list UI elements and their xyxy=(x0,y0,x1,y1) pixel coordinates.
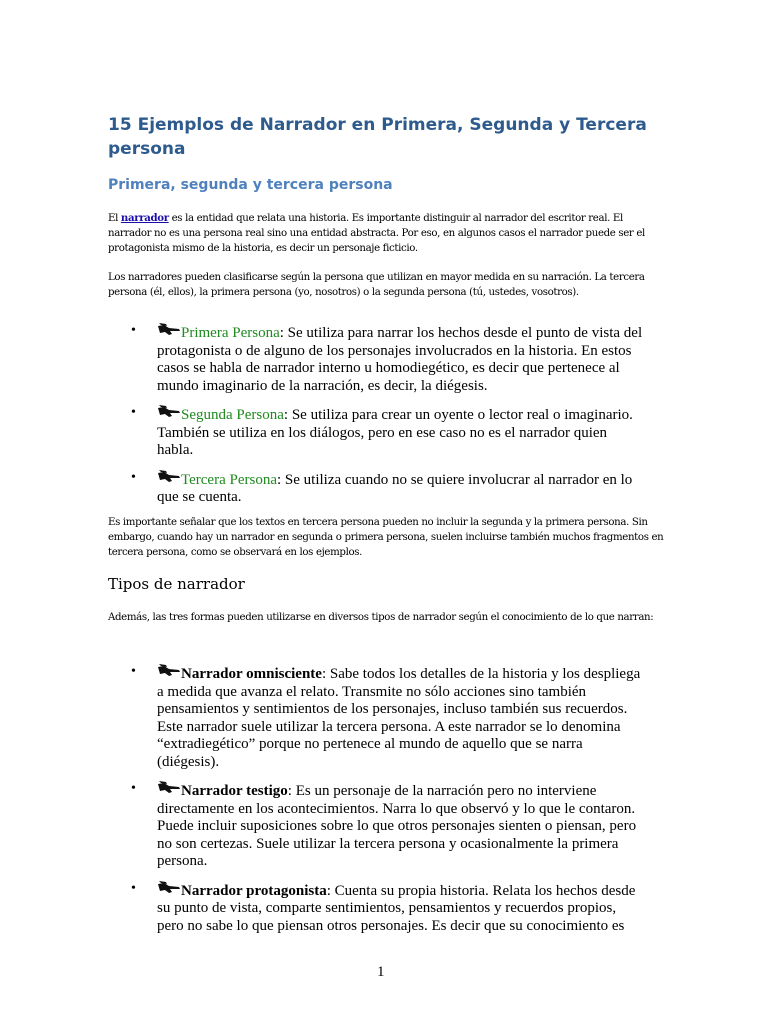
term-narrador-protagonista: Narrador protagonista xyxy=(181,882,327,899)
narrador-link[interactable]: narrador xyxy=(120,212,169,224)
note-paragraph: Es importante señalar que los textos en tercera persona pueden no incluir la segunda y la primera persona. Sin embargo, cuando hay un narrador en segunda o primera persona, suelen incluirse también muchos fragmentos en tercera persona, como se observará en los ejemplos. xyxy=(108,517,664,558)
term-tercera-persona: Tercera Persona xyxy=(181,471,277,488)
term-primera-persona: Primera Persona xyxy=(181,325,280,341)
persons-list xyxy=(0,322,644,516)
list-item xyxy=(0,663,644,771)
page-number: 1 xyxy=(377,964,385,980)
term-description: : Sabe todos los detalles de la historia y los despliega a medida que avanza el relato. Transmite no sólo acciones sino también pensamientos y sentimientos de los personajes, incluso también sus recuerdos. Este narrador suele utilizar la tercera persona. A este narrador se lo denomina “extradiegético” porque no pertenece al mundo de aquello que se narra (diégesis). xyxy=(157,666,641,770)
bullet-dot: • xyxy=(131,323,136,338)
list-item xyxy=(0,780,644,871)
pointing-hand-icon xyxy=(157,880,181,896)
intro-before-link: El xyxy=(108,213,121,224)
intro-paragraph xyxy=(108,211,664,256)
pointing-hand-icon xyxy=(157,780,181,796)
bullet-dot: • xyxy=(131,781,136,796)
pointing-hand-icon xyxy=(157,469,181,485)
list-item xyxy=(0,880,644,936)
section-title-tipos: Tipos de narrador xyxy=(108,575,245,593)
term-segunda-persona: Segunda Persona xyxy=(181,407,284,423)
types-list xyxy=(0,663,644,944)
term-description: : Es un personaje de la narración pero no interviene directamente en los acontecimientos. Narra lo que observó y lo que le contaron. Puede incluir suposiciones sobre lo que otros personajes sienten o piensan, pero no son certezas. Suele utilizar la tercera persona y ocasionalmente la primera persona. xyxy=(157,783,637,869)
term-description: : Se utiliza para narrar los hechos desde el punto de vista del protagonista o de alguno de los personajes involucrados en la historia. En estos casos se habla de narrador interno u homodiegético, es decir que pertenece al mundo imaginario de la narración, es decir, la diégesis. xyxy=(157,325,643,394)
pointing-hand-icon xyxy=(157,322,181,338)
bullet-dot: • xyxy=(131,469,136,485)
section-subtitle: Primera, segunda y tercera persona xyxy=(108,177,393,193)
page-title: 15 Ejemplos de Narrador en Primera, Segunda y Tercera persona xyxy=(108,115,647,159)
bullet-dot: • xyxy=(131,880,136,896)
term-description: : Cuenta su propia historia. Relata los hechos desde su punto de vista, comparte sentimientos, pensamientos y recuerdos propios, pero no sabe lo que piensan otros personajes. Es decir que su conocimiento es xyxy=(157,882,636,934)
list-item xyxy=(0,322,644,395)
intro-after-link: es la entidad que relata una historia. Es importante distinguir al narrador del escritor real. El narrador no es una persona real sino una entidad abstracta. Por eso, en algunos casos el narrador puede ser el protagonista mismo de la historia, es decir un personaje ficticio. xyxy=(108,213,645,254)
list-item xyxy=(0,404,644,460)
term-description: : Se utiliza cuando no se quiere involucrar al narrador en lo que se cuenta. xyxy=(157,471,633,505)
bullet-dot: • xyxy=(131,664,136,679)
pointing-hand-icon xyxy=(157,404,181,420)
types-intro-paragraph: Además, las tres formas pueden utilizarse en diversos tipos de narrador según el conocimiento de lo que narran: xyxy=(108,612,654,623)
term-description: : Se utiliza para crear un oyente o lector real o imaginario. También se utiliza en los diálogos, pero en ese caso no es el narrador quien habla. xyxy=(157,407,633,458)
term-narrador-omnisciente: Narrador omnisciente xyxy=(181,666,322,682)
term-narrador-testigo: Narrador testigo xyxy=(181,783,288,799)
bullet-dot: • xyxy=(131,405,136,420)
classification-paragraph: Los narradores pueden clasificarse según la persona que utilizan en mayor medida en su narración. La tercera persona (él, ellos), la primera persona (yo, nosotros) o la segunda persona (tú, ustedes, vosotros). xyxy=(108,272,645,298)
list-item xyxy=(0,469,644,507)
pointing-hand-icon xyxy=(157,663,181,679)
